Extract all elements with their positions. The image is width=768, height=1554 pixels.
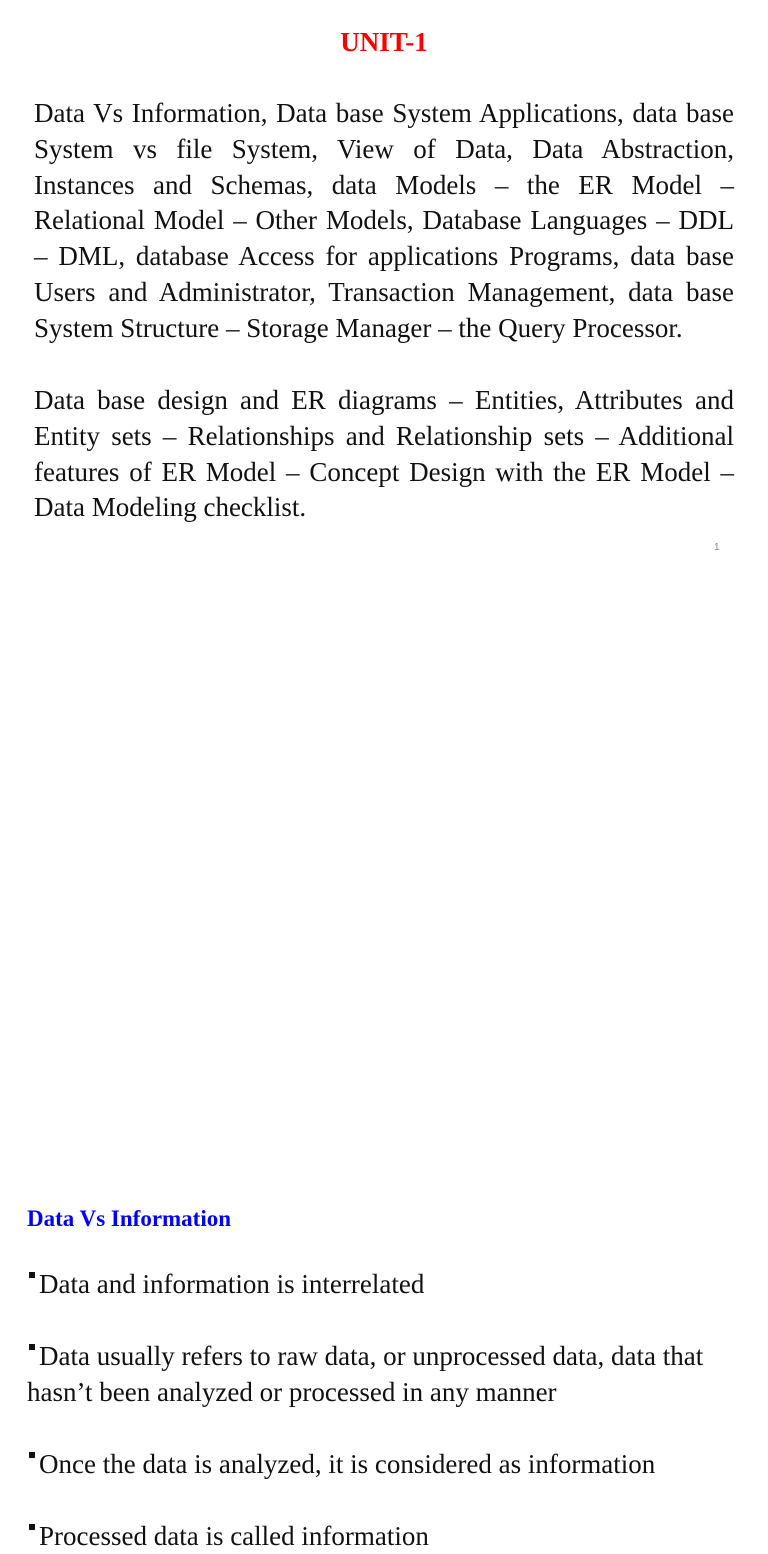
bullet-item (27, 1266, 742, 1302)
slide-data-vs-information (0, 575, 768, 1551)
page-number: 1 (714, 542, 720, 553)
square-bullet-icon (29, 1272, 35, 1278)
bullet-item (27, 1338, 742, 1410)
bullet-item (27, 1446, 742, 1482)
unit-title: UNIT-1 (340, 27, 428, 57)
syllabus-paragraph-1: Data Vs Information, Data base System Applications, data base System vs file System, View of Data, Data Abstraction, Instances and Schemas, data Models – the ER Model – Relational Model – Other Models, Database Languages – DDL – DML, database Access for applications Programs, data base Users and Administrator, Transaction Management, data base System Structure – Storage Manager – the Query Processor. (34, 98, 734, 343)
square-bullet-icon (29, 1344, 35, 1350)
bullet-text: Data usually refers to raw data, or unprocessed data, data that hasn’t been analyzed or processed in any manner (27, 1341, 704, 1407)
bullet-text: Once the data is analyzed, it is considered as information (39, 1449, 656, 1479)
square-bullet-icon (29, 1524, 35, 1530)
square-bullet-icon (29, 1452, 35, 1458)
bullet-text: Processed data is called information (39, 1521, 429, 1551)
bullet-text: Data and information is interrelated (39, 1269, 425, 1299)
slide-unit-1 (0, 0, 768, 575)
bullet-item (27, 1518, 742, 1554)
syllabus-paragraph-2: Data base design and ER diagrams – Entities, Attributes and Entity sets – Relationships and Relationship sets – Additional features of ER Model – Concept Design with the ER Model –Data Modeling checklist. (34, 385, 734, 523)
section-heading: Data Vs Information (27, 1206, 232, 1231)
